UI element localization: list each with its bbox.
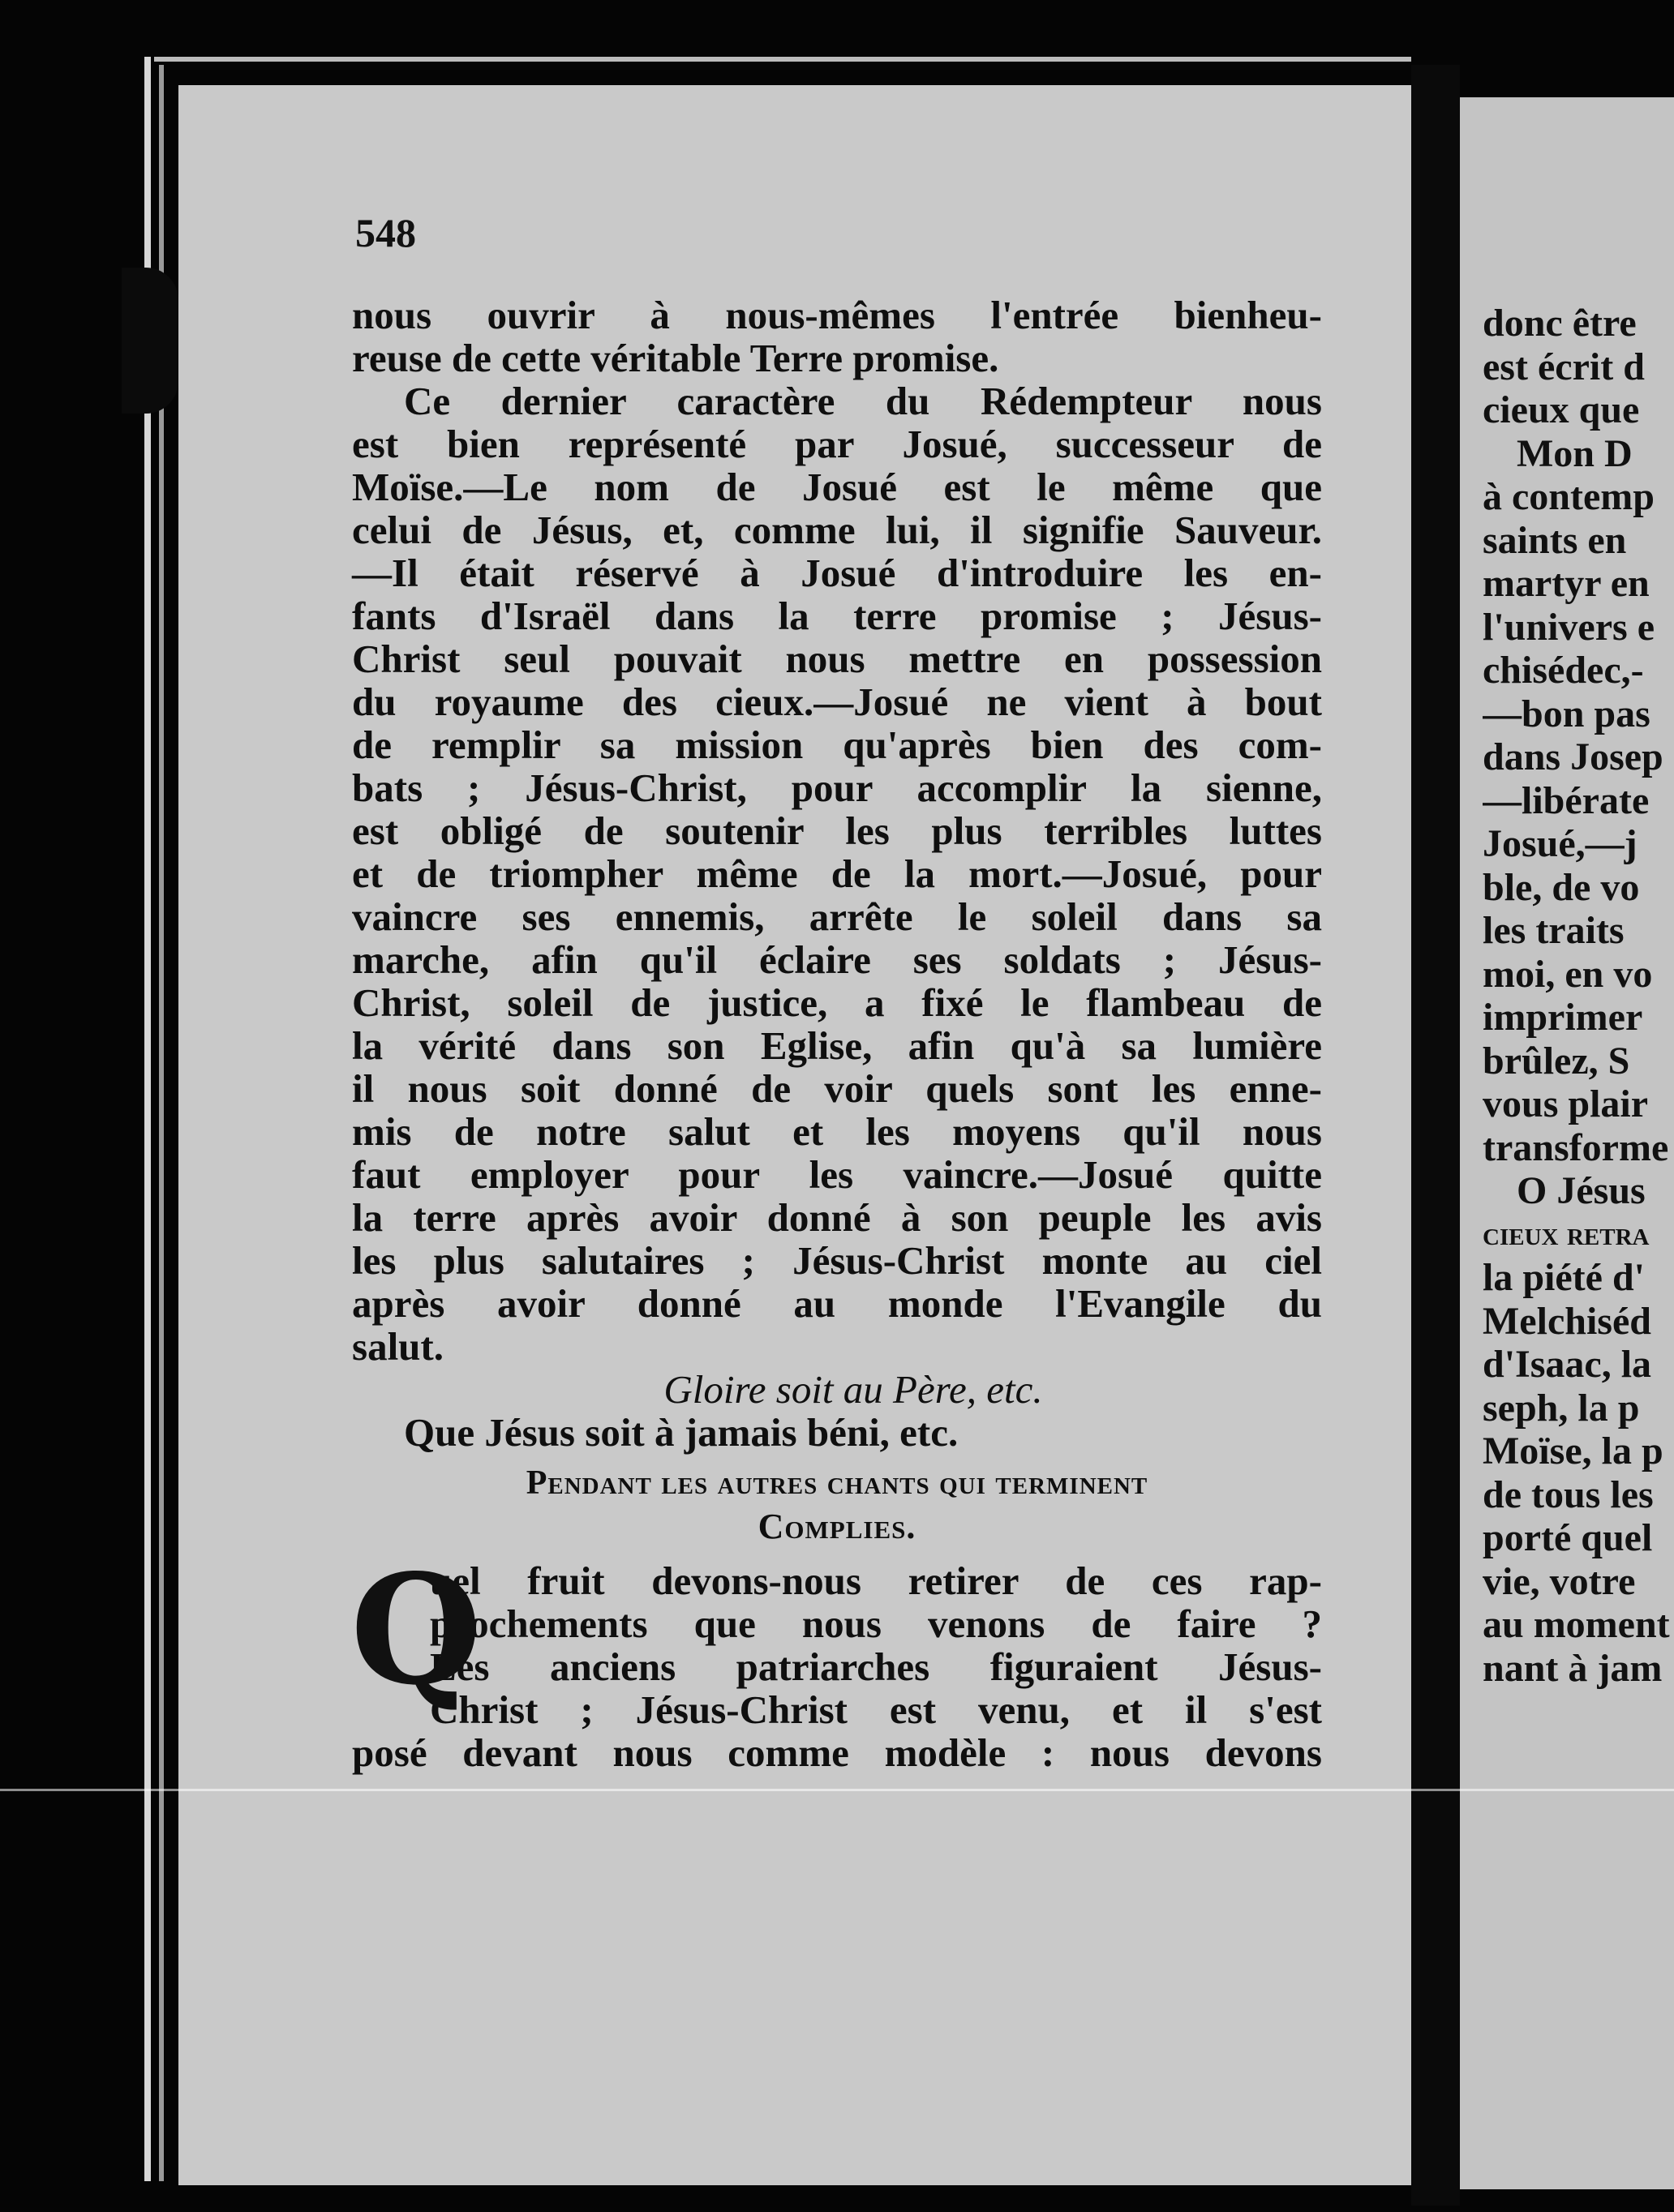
text-line: il nous soit donné de voir quels sont les enne- (352, 1066, 1322, 1111)
binding-shadow (122, 268, 178, 414)
doxology-italic: Gloire soit au Père, etc. (663, 1367, 1043, 1412)
text-line: O Jésus (1517, 1169, 1646, 1212)
page-gutter (1411, 65, 1460, 2206)
text-line: la piété d' (1483, 1256, 1645, 1299)
text-line: posé devant nous comme modèle : nous devons (352, 1730, 1322, 1775)
text-line: cieux retra (1483, 1215, 1650, 1253)
text-line: nant à jam (1483, 1646, 1663, 1690)
text-line: Christ ; Jésus-Christ est venu, et il s'est (430, 1687, 1322, 1732)
text-line: prochements que nous venons de faire ? (430, 1601, 1322, 1646)
text-line: reuse de cette véritable Terre promise. (352, 336, 999, 380)
section-heading: Pendant les autres chants qui terminent (526, 1464, 1148, 1502)
text-line: transforme (1483, 1125, 1669, 1169)
text-line: Melchiséd (1483, 1299, 1651, 1343)
text-line: fants d'Israël dans la terre promise ; Jésus- (352, 594, 1322, 638)
text-line: de remplir sa mission qu'après bien des com- (352, 722, 1322, 767)
text-line: ble, de vo (1483, 865, 1640, 909)
text-line: dans Josep (1483, 735, 1663, 778)
text-line: après avoir donné au monde l'Evangile du (352, 1281, 1322, 1326)
left-page-text (352, 294, 1322, 1774)
page-number: 548 (355, 210, 416, 255)
text-line: Christ, soleil de justice, a fixé le flambeau de (352, 980, 1322, 1025)
scan-artifact-stripe (0, 1789, 1674, 1791)
text-line: salut. (352, 1324, 444, 1369)
section-paragraph (350, 1541, 1322, 1775)
text-line: et de triompher même de la mort.—Josué, pour (352, 851, 1322, 896)
text-line: les plus salutaires ; Jésus-Christ monte au ciel (352, 1238, 1322, 1283)
text-line: bats ; Jésus-Christ, pour accomplir la sienne, (352, 765, 1322, 810)
text-line: martyr en (1483, 562, 1650, 605)
section-heading-continued: Complies. (758, 1507, 916, 1546)
text-line: moi, en vo (1483, 952, 1653, 996)
text-line: faut employer pour les vaincre.—Josué quitte (352, 1152, 1322, 1197)
text-line: est obligé de soutenir les plus terribles luttes (352, 808, 1322, 853)
text-line: Moïse, la p (1483, 1430, 1663, 1473)
text-line: mis de notre salut et les moyens qu'il nous (352, 1109, 1322, 1154)
text-line: —Il était réservé à Josué d'introduire les en- (352, 551, 1322, 595)
text-line: marche, afin qu'il éclaire ses soldats ; Jésus- (352, 937, 1322, 982)
text-line: brûlez, S (1483, 1039, 1630, 1082)
text-line: Christ seul pouvait nous mettre en possession (352, 637, 1322, 681)
text-line: nous ouvrir à nous-mêmes l'entrée bienheu- (352, 293, 1322, 337)
text-line: porté quel (1483, 1516, 1653, 1559)
text-line: est bien représenté par Josué, successeur de (352, 422, 1322, 466)
text-line: Mon D (1517, 431, 1633, 475)
text-line: à contemp (1483, 475, 1655, 518)
text-line: donc être (1483, 302, 1637, 345)
text-line: au moment (1483, 1603, 1670, 1646)
text-line: Ce dernier caractère du Rédempteur nous (404, 379, 1322, 423)
text-line: les traits (1483, 909, 1625, 952)
drop-cap: Q (350, 1541, 483, 1718)
text-line: vie, votre (1483, 1559, 1636, 1603)
text-line: du royaume des cieux.—Josué ne vient à bout (352, 679, 1322, 724)
doxology-refrain: Que Jésus soit à jamais béni, etc. (404, 1410, 959, 1455)
text-line: Moïse.—Le nom de Josué est le même que (352, 465, 1322, 509)
text-line: vaincre ses ennemis, arrête le soleil dans sa (352, 894, 1322, 939)
text-line: est écrit d (1483, 345, 1645, 388)
text-line: l'univers e (1483, 605, 1655, 649)
text-line: cieux que (1483, 388, 1640, 431)
text-line: vous plair (1483, 1082, 1649, 1125)
text-line: uel fruit devons-nous retirer de ces rap- (430, 1558, 1322, 1603)
text-line: la terre après avoir donné à son peuple les avis (352, 1195, 1322, 1240)
text-line: Les anciens patriarches figuraient Jésus- (430, 1644, 1322, 1689)
right-page-text (1483, 302, 1674, 1690)
text-line: imprimer (1483, 996, 1643, 1039)
text-line: de tous les (1483, 1473, 1654, 1516)
text-line: saints en (1483, 518, 1627, 562)
text-line: Josué,—j (1483, 822, 1638, 865)
text-line: la vérité dans son Eglise, afin qu'à sa lumière (352, 1023, 1322, 1068)
text-line: —libérate (1483, 778, 1650, 822)
top-edge-line (154, 57, 1411, 62)
text-line: chisédec,- (1483, 649, 1644, 692)
text-line: d'Isaac, la (1483, 1343, 1652, 1386)
text-line: celui de Jésus, et, comme lui, il signifie Sauveur. (352, 508, 1322, 552)
text-line: —bon pas (1483, 692, 1650, 735)
text-line: seph, la p (1483, 1386, 1640, 1430)
